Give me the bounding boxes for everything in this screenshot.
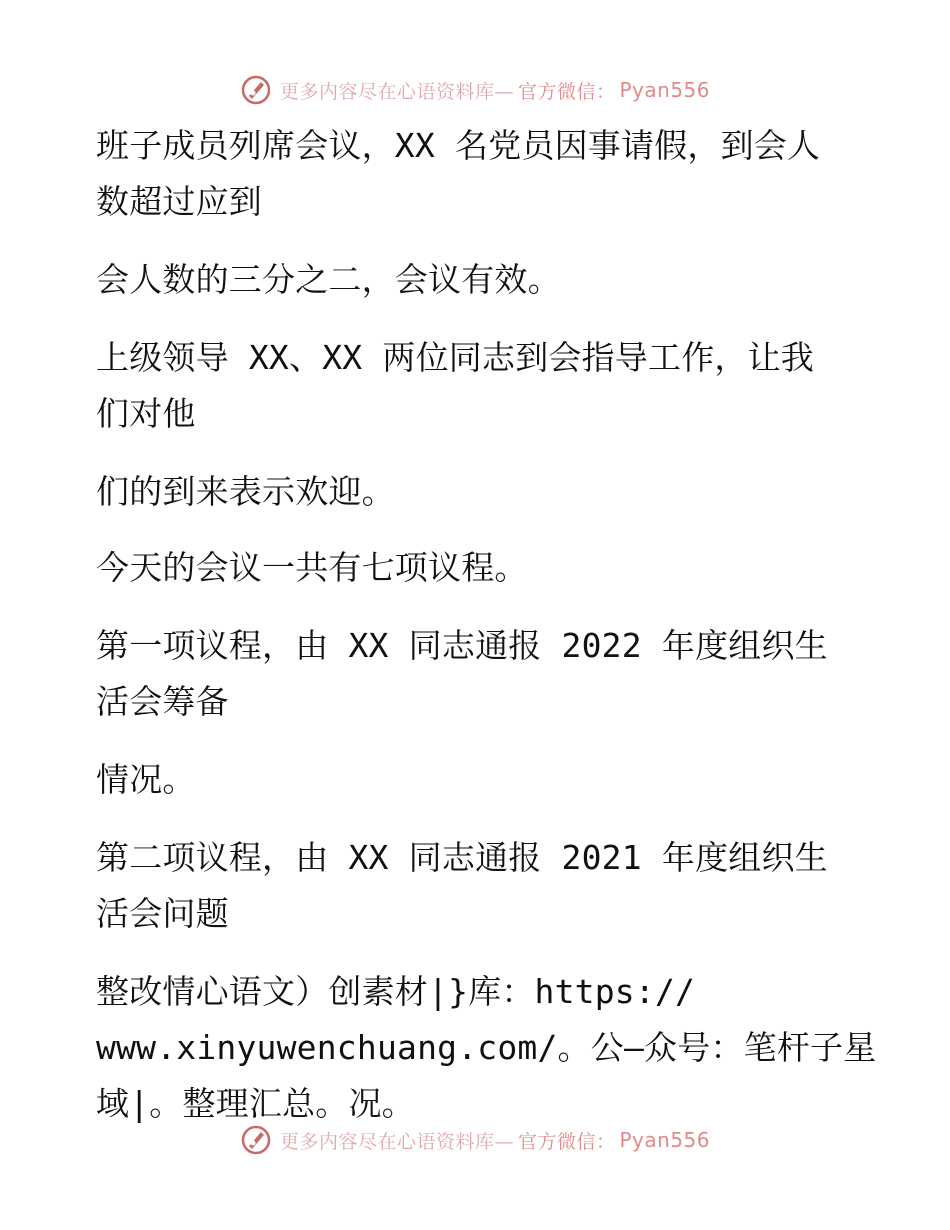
banner-text: 更多内容尽在心语资料库— xyxy=(279,80,514,103)
header-watermark xyxy=(0,70,950,110)
text-line: 整改情心语文）创素材|}库：https:// xyxy=(96,972,696,1011)
text-line: 们对他 xyxy=(96,394,196,433)
text-line: 数超过应到 xyxy=(96,182,262,221)
text-line: 们的到来表示欢迎。 xyxy=(96,472,395,511)
text-line: 活会问题 xyxy=(96,894,229,933)
banner-wechat-label: 官方微信： xyxy=(517,1130,616,1153)
text-line: 上级领导 XX、XX 两位同志到会指导工作，让我 xyxy=(96,338,815,377)
text-line: www.xinyuwenchuang.com/。公—众号：笔杆子星 xyxy=(96,1028,877,1067)
text-line: 今天的会议一共有七项议程。 xyxy=(96,548,528,587)
banner-wechat-label: 官方微信： xyxy=(517,80,616,103)
text-line: 域|。整理汇总。况。 xyxy=(96,1084,415,1123)
banner-wechat-id: Pyan556 xyxy=(619,1128,711,1152)
document-body xyxy=(96,118,877,1132)
text-line: 班子成员列席会议，XX 名党员因事请假，到会人 xyxy=(96,126,821,165)
text-line: 活会筹备 xyxy=(96,682,229,721)
pen-logo-icon xyxy=(240,74,272,106)
text-line: 情况。 xyxy=(96,760,196,799)
banner-wechat-id: Pyan556 xyxy=(619,78,711,102)
footer-watermark xyxy=(0,1120,950,1160)
pen-logo-icon xyxy=(240,1124,272,1156)
text-line: 会人数的三分之二，会议有效。 xyxy=(96,260,561,299)
text-line: 第一项议程，由 XX 同志通报 2022 年度组织生 xyxy=(96,626,828,665)
banner-text: 更多内容尽在心语资料库— xyxy=(279,1130,514,1153)
text-line: 第二项议程，由 XX 同志通报 2021 年度组织生 xyxy=(96,838,828,877)
